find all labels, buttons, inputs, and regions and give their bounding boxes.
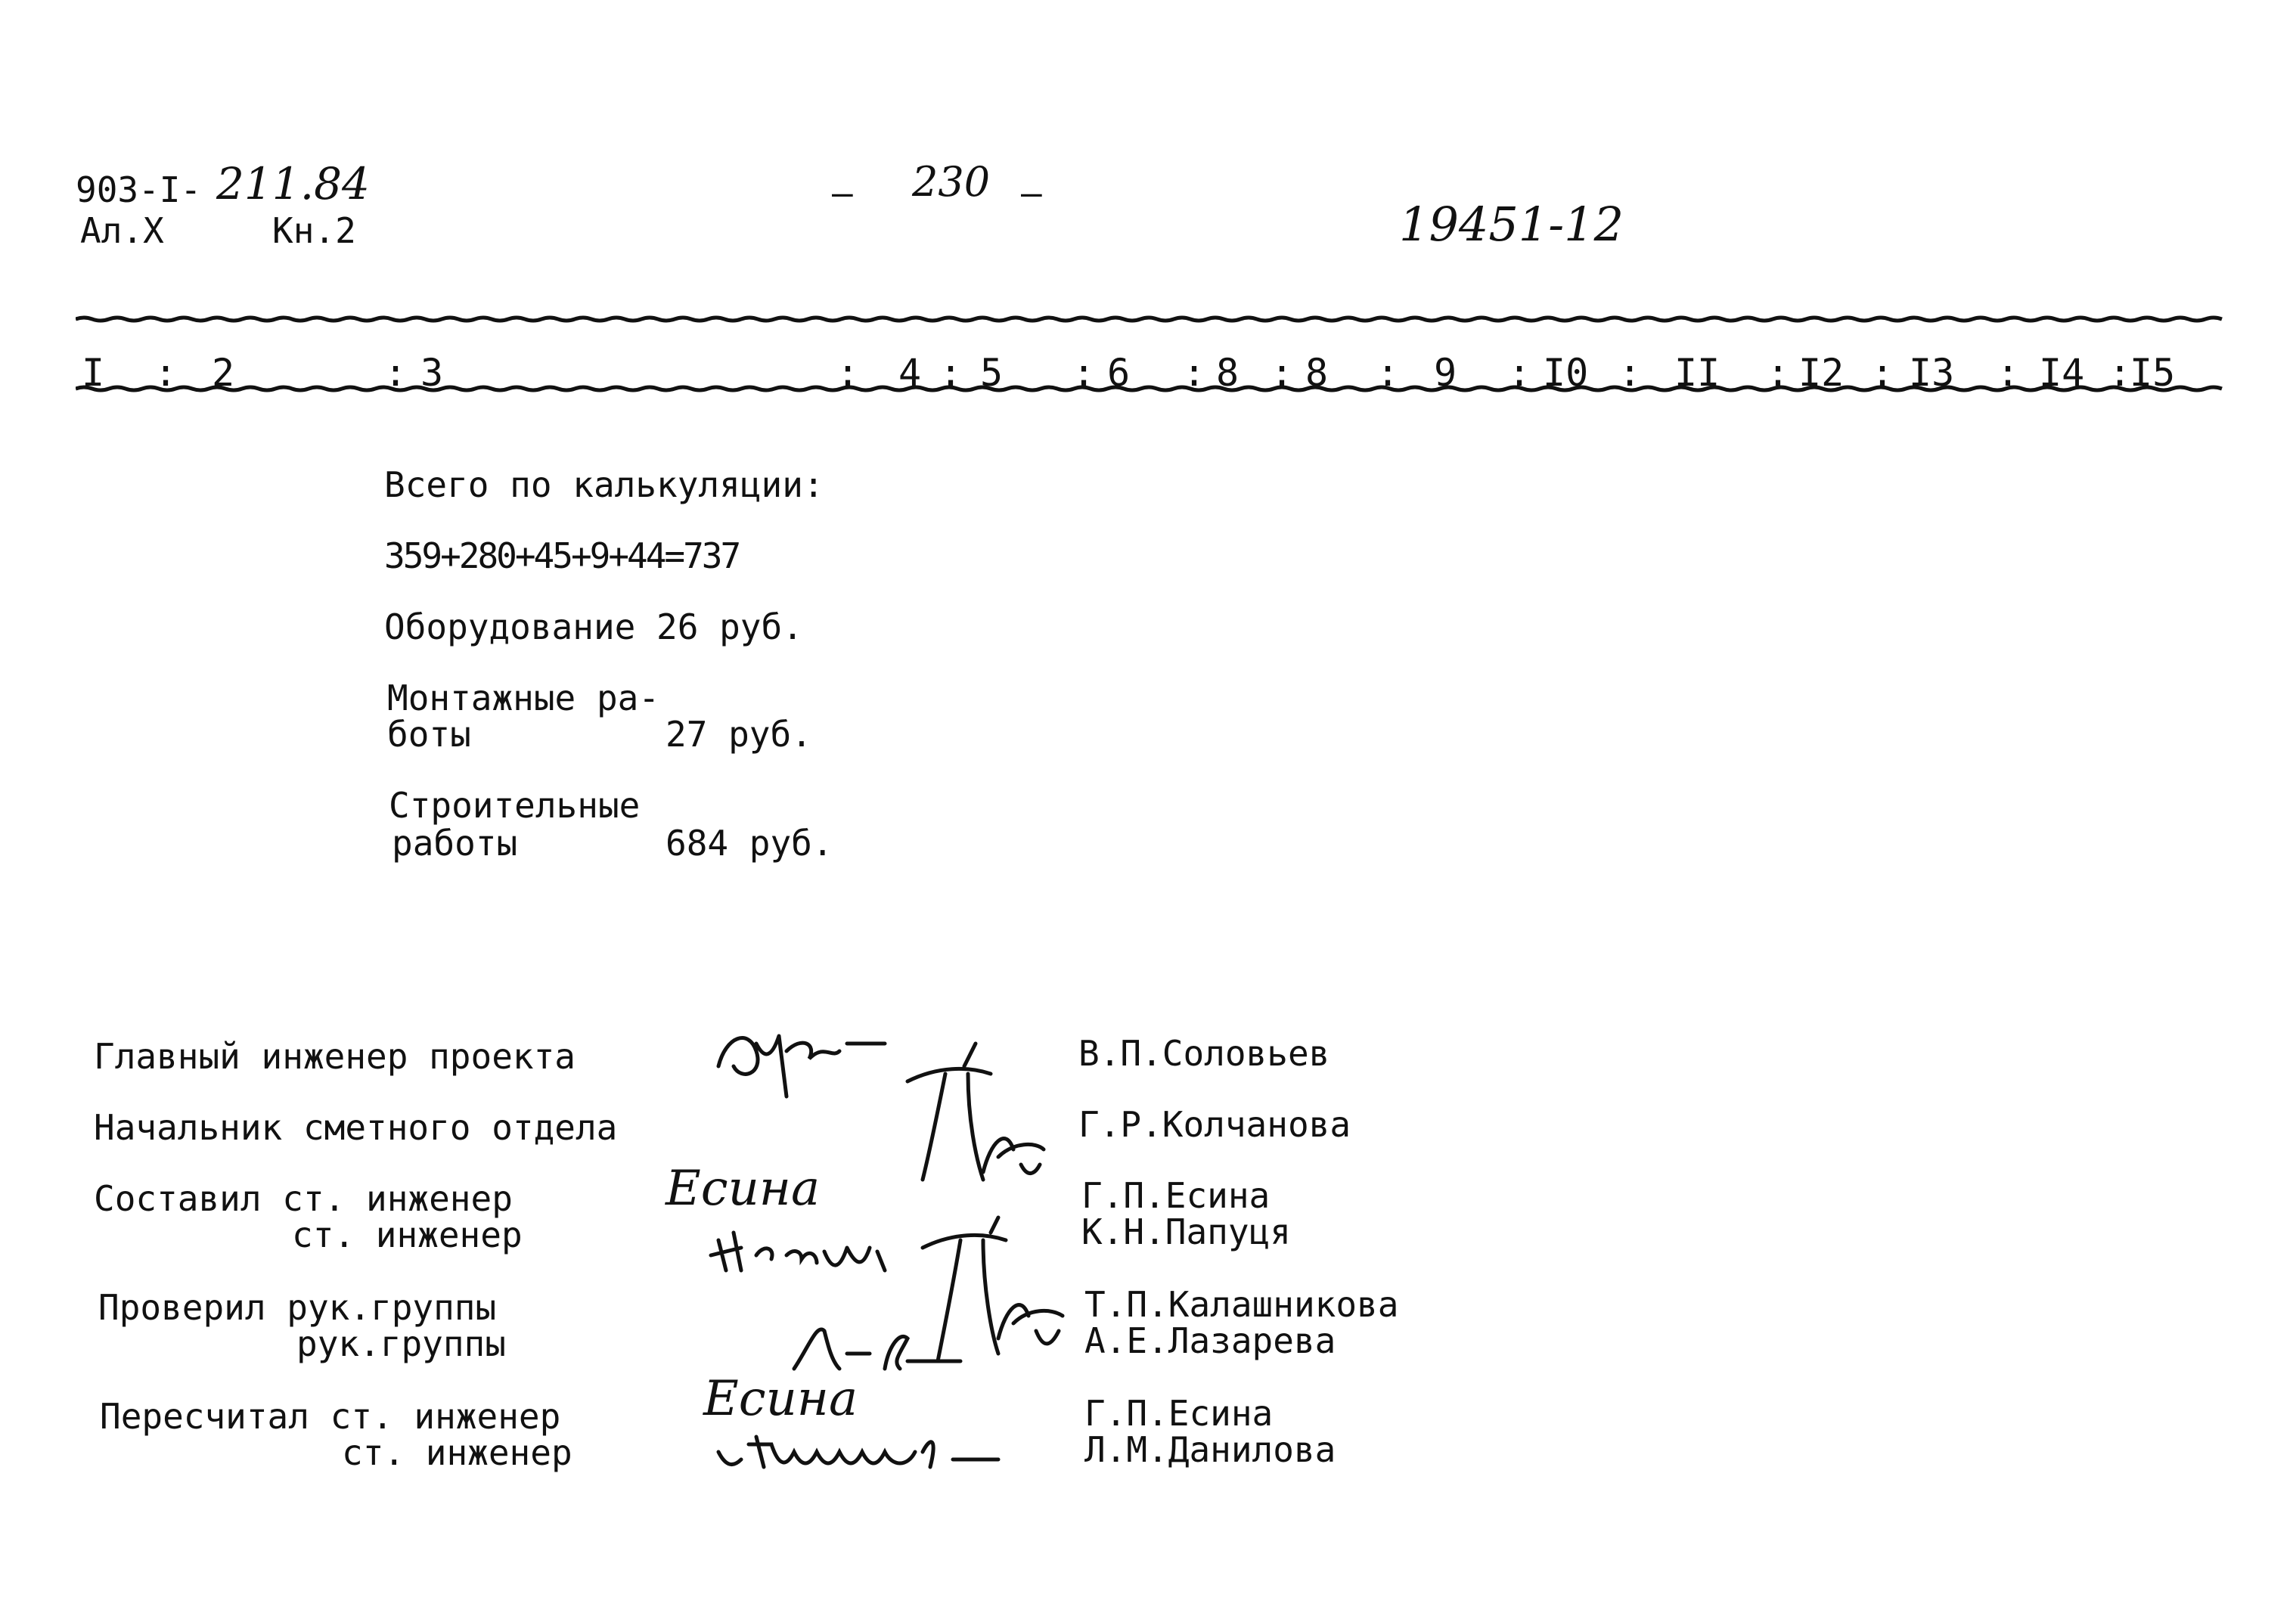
signature-text-esina-1: Есина	[666, 1161, 821, 1217]
doc-number: 19451-12	[1399, 197, 1624, 252]
doc-code-handwritten: 211.84	[216, 158, 370, 209]
installation-label-line2: боты	[387, 714, 471, 755]
recalc-role-1: Пересчитал ст. инженер	[100, 1396, 561, 1437]
column-separator: :	[1376, 351, 1400, 395]
column-number: 8	[1216, 351, 1240, 395]
signature-kolchanova	[892, 1059, 1051, 1195]
column-number: 2	[212, 351, 235, 395]
signature-paputsa	[703, 1217, 930, 1278]
signature-lazareva	[787, 1316, 968, 1376]
column-number: I0	[1543, 351, 1589, 395]
column-number: 3	[420, 351, 444, 395]
compiled-name-1: Г.П.Есина	[1081, 1175, 1271, 1216]
recalc-name-1: Г.П.Есина	[1084, 1393, 1274, 1434]
equipment-total: Оборудование 26 руб.	[384, 606, 803, 647]
compiled-name-2: К.Н.Папуця	[1081, 1211, 1291, 1252]
column-number: 5	[980, 351, 1004, 395]
construction-value: 684 руб.	[666, 823, 833, 864]
chief-engineer-name: В.П.Соловьев	[1078, 1033, 1330, 1074]
column-number: 4	[898, 351, 922, 395]
checked-role-1: Проверил рук.группы	[98, 1287, 497, 1328]
top-rule	[76, 312, 2223, 327]
recalc-role-2: ст. инженер	[342, 1432, 572, 1473]
page-number-dash-right: –	[1021, 172, 1042, 213]
column-number: 6	[1107, 351, 1131, 395]
signature-solovyev	[711, 1013, 892, 1104]
column-separator: :	[154, 351, 178, 395]
signature-text-esina-2: Есина	[703, 1371, 858, 1427]
column-separator: :	[1508, 351, 1531, 395]
column-separator: :	[836, 351, 860, 395]
column-number: I5	[2130, 351, 2176, 395]
column-separator: :	[939, 351, 963, 395]
album-label: Ал.X	[80, 210, 164, 251]
installation-value: 27 руб.	[666, 714, 812, 755]
construction-label-line1: Строительные	[389, 785, 641, 826]
chief-engineer-role: Главный инженер проекта	[94, 1036, 576, 1077]
checked-name-2: А.Е.Лазарева	[1084, 1320, 1336, 1361]
column-number: I	[82, 351, 105, 395]
column-separator: :	[1871, 351, 1894, 395]
column-number: II	[1674, 351, 1720, 395]
page-number: 230	[912, 158, 991, 206]
column-separator: :	[1271, 351, 1294, 395]
column-separator: :	[1767, 351, 1790, 395]
construction-label-line2: работы	[392, 823, 518, 864]
compiled-role-2: ст. инженер	[292, 1214, 523, 1255]
page-number-dash-left: –	[832, 172, 853, 213]
column-separator: :	[2108, 351, 2132, 395]
column-number: I2	[1798, 351, 1845, 395]
book-label: Кн.2	[272, 210, 356, 251]
installation-label-line1: Монтажные ра-	[387, 678, 660, 718]
recalc-name-2: Л.М.Данилова	[1084, 1429, 1336, 1470]
column-number: I4	[2039, 351, 2085, 395]
signature-danilova	[711, 1422, 1013, 1490]
checked-name-1: Т.П.Калашникова	[1084, 1284, 1399, 1325]
checked-role-2: рук.группы	[296, 1323, 506, 1364]
compiled-role-1: Составил ст. инженер	[94, 1178, 513, 1219]
estimate-head-role: Начальник сметного отдела	[94, 1107, 618, 1148]
column-number: 9	[1434, 351, 1457, 395]
column-number: 8	[1305, 351, 1329, 395]
estimate-head-name: Г.Р.Колчанова	[1078, 1104, 1351, 1145]
totals-heading: Всего по калькуляции:	[384, 464, 824, 505]
column-separator: :	[1618, 351, 1642, 395]
column-separator: :	[1183, 351, 1206, 395]
column-separator: :	[1997, 351, 2020, 395]
column-separator: :	[384, 351, 408, 395]
totals-formula: 359+280+45+9+44=737	[384, 535, 740, 576]
column-separator: :	[1072, 351, 1096, 395]
doc-code: 903-I-	[76, 169, 202, 210]
column-number: I3	[1909, 351, 1955, 395]
